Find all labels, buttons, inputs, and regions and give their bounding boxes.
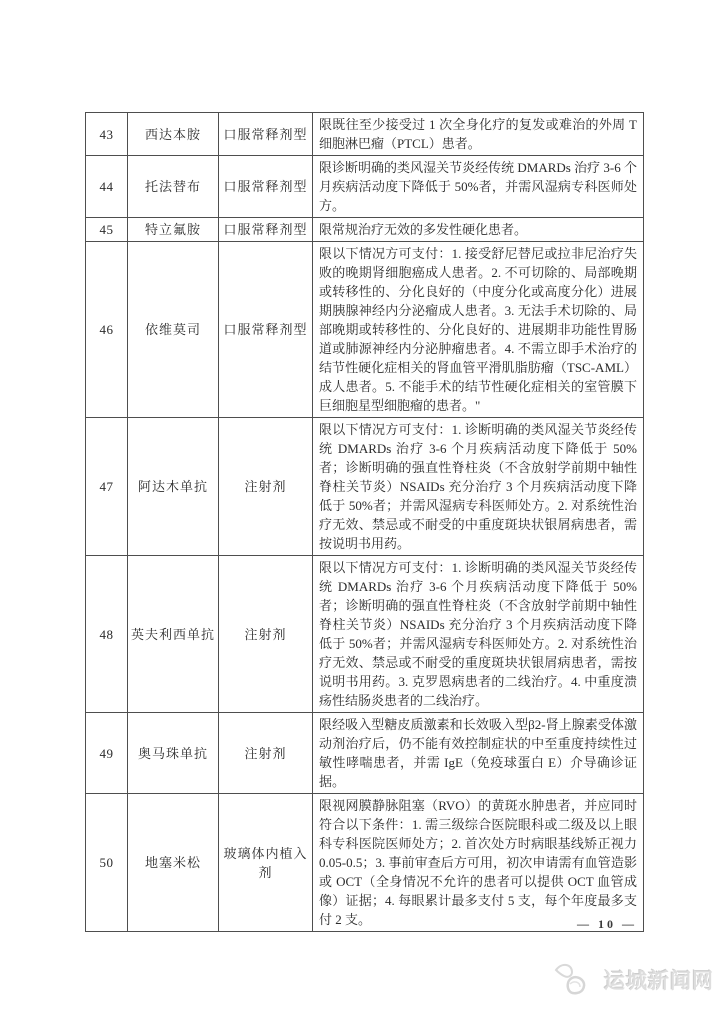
cell-drug-name: 特立氟胺 — [128, 218, 219, 242]
cell-dosage-form: 注射剂 — [219, 713, 313, 794]
cell-dosage-form: 口服常释剂型 — [219, 113, 313, 156]
cell-number: 43 — [86, 113, 128, 156]
watermark — [550, 960, 714, 1000]
watermark-text: 运城新闻网 — [604, 970, 714, 993]
cell-drug-name: 西达本胺 — [128, 113, 219, 156]
cell-drug-name: 奥马珠单抗 — [128, 713, 219, 794]
cell-dosage-form: 口服常释剂型 — [219, 242, 313, 418]
cell-restriction: 限既往至少接受过 1 次全身化疗的复发或难治的外周 T 细胞淋巴瘤（PTCL）患者。 — [313, 113, 644, 156]
table-row — [86, 794, 644, 932]
cell-number: 49 — [86, 713, 128, 794]
page-number: — 10 — — [577, 917, 637, 931]
cell-number: 46 — [86, 242, 128, 418]
table-row — [86, 418, 644, 556]
cell-restriction: 限视网膜静脉阻塞（RVO）的黄斑水肿患者，并应同时符合以下条件：1. 需三级综合医院眼科或二级及以上眼科专科医院医师处方；2. 首次处方时病眼基线矫正视力 0.05-0.5；3. 事前审查后方可用，初次申请需有血管造影或 OCT（全身情况不允许的患者可以提供 OCT 血管成像）证据；4. 每眼累计最多支付 5 支，每个年度最多支付 2 支。 — [313, 794, 644, 932]
drug-restriction-table — [85, 112, 644, 932]
cell-dosage-form: 口服常释剂型 — [219, 156, 313, 218]
cell-restriction: 限以下情况方可支付：1. 诊断明确的类风湿关节炎经传统 DMARDs 治疗 3-6 个月疾病活动度下降低于 50%者；诊断明确的强直性脊柱炎（不含放射学前期中轴性脊柱关节炎）NSAIDs 充分治疗 3 个月疾病活动度下降低于 50%者；并需风湿病专科医师处方。2. 对系统性治疗无效、禁忌或不耐受的中重度斑块状银屑病患者，需按说明书用药。 — [313, 418, 644, 556]
cell-number: 50 — [86, 794, 128, 932]
cell-dosage-form: 注射剂 — [219, 556, 313, 713]
table-row — [86, 556, 644, 713]
cell-dosage-form: 注射剂 — [219, 418, 313, 556]
news-site-logo-icon — [550, 960, 598, 1000]
cell-drug-name: 地塞米松 — [128, 794, 219, 932]
table-row — [86, 113, 644, 156]
table-row — [86, 242, 644, 418]
cell-dosage-form: 口服常释剂型 — [219, 218, 313, 242]
cell-drug-name: 托法替布 — [128, 156, 219, 218]
table-row — [86, 218, 644, 242]
table-row — [86, 156, 644, 218]
table-row — [86, 713, 644, 794]
cell-restriction: 限经吸入型糖皮质激素和长效吸入型β2-肾上腺素受体激动剂治疗后，仍不能有效控制症状的中至重度持续性过敏性哮喘患者，并需 IgE（免疫球蛋白 E）介导确诊证据。 — [313, 713, 644, 794]
cell-restriction: 限以下情况方可支付：1. 接受舒尼替尼或拉非尼治疗失败的晚期肾细胞癌成人患者。2. 不可切除的、局部晚期或转移性的、分化良好的（中度分化或高度分化）进展期胰腺神经内分泌瘤成人患者。3. 无法手术切除的、局部晚期或转移性的、分化良好的、进展期非功能性胃肠道或肺源神经内分泌肿瘤患者。4. 不需立即手术治疗的结节性硬化症相关的肾血管平滑肌脂肪瘤（TSC-AML）成人患者。5. 不能手术的结节性硬化症相关的室管膜下巨细胞星型细胞瘤的患者。" — [313, 242, 644, 418]
cell-number: 45 — [86, 218, 128, 242]
cell-restriction: 限常规治疗无效的多发性硬化患者。 — [313, 218, 644, 242]
cell-dosage-form: 玻璃体内植入剂 — [219, 794, 313, 932]
cell-drug-name: 阿达木单抗 — [128, 418, 219, 556]
cell-restriction: 限以下情况方可支付：1. 诊断明确的类风湿关节炎经传统 DMARDs 治疗 3-6 个月疾病活动度下降低于 50%者；诊断明确的强直性脊柱炎（不含放射学前期中轴性脊柱关节炎）NSAIDs 充分治疗 3 个月疾病活动度下降低于 50%者；并需风湿病专科医师处方。2. 对系统性治疗无效、禁忌或不耐受的重度斑块状银屑病患者，需按说明书用药。3. 克罗恩病患者的二线治疗。4. 中重度溃疡性结肠炎患者的二线治疗。 — [313, 556, 644, 713]
cell-restriction: 限诊断明确的类风湿关节炎经传统 DMARDs 治疗 3-6 个月疾病活动度下降低于 50%者，并需风湿病专科医师处方。 — [313, 156, 644, 218]
cell-number: 47 — [86, 418, 128, 556]
cell-number: 48 — [86, 556, 128, 713]
cell-drug-name: 依维莫司 — [128, 242, 219, 418]
cell-number: 44 — [86, 156, 128, 218]
cell-drug-name: 英夫利西单抗 — [128, 556, 219, 713]
